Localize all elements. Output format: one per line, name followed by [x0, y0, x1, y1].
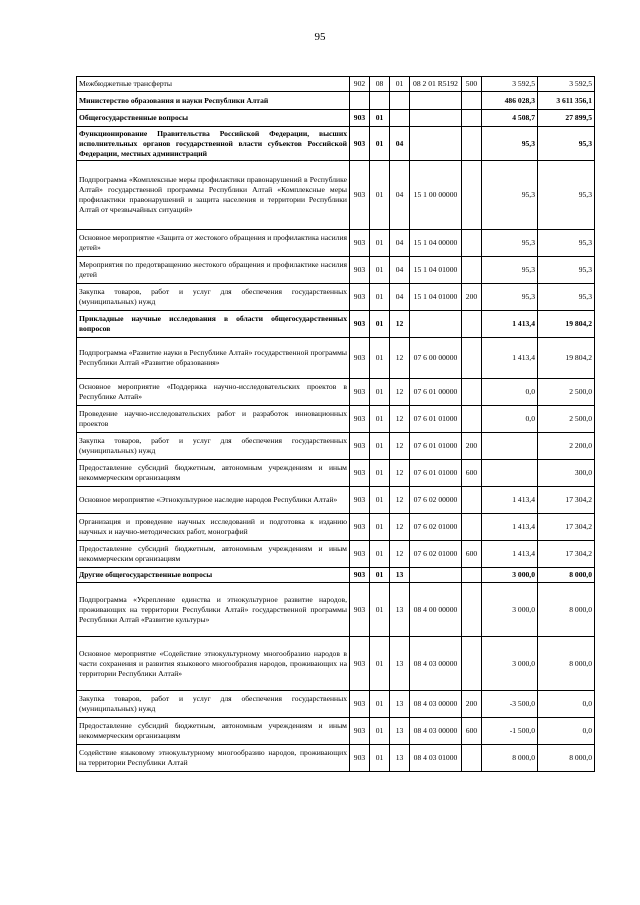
table-row: [77, 718, 595, 745]
row-expense-type-cell: [462, 406, 482, 433]
row-section-code-cell: 01: [370, 110, 390, 127]
row-ministry-code-cell: 903: [350, 691, 370, 718]
row-target-article-cell: 07 6 02 01000: [410, 541, 462, 568]
row-expense-type-cell: [462, 568, 482, 583]
row-expense-type-cell: [462, 110, 482, 127]
table-row: [77, 77, 595, 92]
row-name-cell: Содействие языковому этнокультурному многообразию народов, проживающих на территории Республики Алтай: [77, 745, 350, 772]
row-subsection-code-cell: 12: [390, 514, 410, 541]
row-target-article-cell: 15 1 04 01000: [410, 257, 462, 284]
table-row: [77, 583, 595, 637]
table-row: [77, 637, 595, 691]
row-amount-total-cell: 19 804,2: [538, 311, 595, 338]
row-target-article-cell: 07 6 01 00000: [410, 379, 462, 406]
row-ministry-code-cell: 903: [350, 338, 370, 379]
row-name-cell: Основное мероприятие «Защита от жестокого обращения и профилактика насилия детей»: [77, 230, 350, 257]
row-target-article-cell: 15 1 04 00000: [410, 230, 462, 257]
row-expense-type-cell: [462, 257, 482, 284]
row-expense-type-cell: [462, 487, 482, 514]
row-subsection-code-cell: 01: [390, 77, 410, 92]
row-ministry-code-cell: [350, 92, 370, 110]
row-target-article-cell: 08 4 03 00000: [410, 637, 462, 691]
row-subsection-code-cell: 04: [390, 284, 410, 311]
row-target-article-cell: 08 4 00 00000: [410, 583, 462, 637]
row-name-cell: Межбюджетные трансферты: [77, 77, 350, 92]
row-subsection-code-cell: 04: [390, 257, 410, 284]
row-section-code-cell: 01: [370, 257, 390, 284]
row-expense-type-cell: [462, 745, 482, 772]
row-subsection-code-cell: 12: [390, 311, 410, 338]
row-target-article-cell: 08 2 01 R5192: [410, 77, 462, 92]
row-amount-change-cell: 1 413,4: [482, 338, 538, 379]
row-amount-change-cell: -3 500,0: [482, 691, 538, 718]
row-name-cell: Проведение научно-исследовательских работ и разработок инновационных проектов: [77, 406, 350, 433]
table-row: [77, 745, 595, 772]
row-amount-total-cell: 2 500,0: [538, 379, 595, 406]
row-expense-type-cell: [462, 127, 482, 161]
row-expense-type-cell: 500: [462, 77, 482, 92]
row-subsection-code-cell: [390, 92, 410, 110]
row-amount-total-cell: 17 304,2: [538, 541, 595, 568]
row-amount-total-cell: 2 200,0: [538, 433, 595, 460]
row-target-article-cell: 07 6 01 01000: [410, 460, 462, 487]
row-target-article-cell: [410, 311, 462, 338]
row-amount-total-cell: 95,3: [538, 161, 595, 230]
table-row: [77, 487, 595, 514]
row-expense-type-cell: 200: [462, 284, 482, 311]
row-section-code-cell: 08: [370, 77, 390, 92]
row-amount-total-cell: 8 000,0: [538, 583, 595, 637]
row-amount-change-cell: 0,0: [482, 379, 538, 406]
table-row: [77, 406, 595, 433]
row-name-cell: Организация и проведение научных исследований и подготовка к изданию научных и научно-методических работ, монографий: [77, 514, 350, 541]
row-amount-total-cell: 8 000,0: [538, 568, 595, 583]
table-row: [77, 230, 595, 257]
row-section-code-cell: 01: [370, 284, 390, 311]
row-section-code-cell: 01: [370, 541, 390, 568]
row-ministry-code-cell: 903: [350, 745, 370, 772]
row-name-cell: Предоставление субсидий бюджетным, автономным учреждениям и иным некоммерческим организациям: [77, 718, 350, 745]
table-row: [77, 257, 595, 284]
row-amount-change-cell: 95,3: [482, 230, 538, 257]
row-target-article-cell: [410, 110, 462, 127]
row-ministry-code-cell: 903: [350, 568, 370, 583]
row-amount-total-cell: 8 000,0: [538, 637, 595, 691]
row-expense-type-cell: 200: [462, 433, 482, 460]
row-amount-total-cell: 0,0: [538, 691, 595, 718]
row-expense-type-cell: 600: [462, 460, 482, 487]
row-ministry-code-cell: 903: [350, 637, 370, 691]
table-row: [77, 691, 595, 718]
row-subsection-code-cell: 12: [390, 406, 410, 433]
table-row: [77, 379, 595, 406]
row-expense-type-cell: [462, 379, 482, 406]
row-subsection-code-cell: 13: [390, 637, 410, 691]
row-subsection-code-cell: 12: [390, 460, 410, 487]
row-ministry-code-cell: 903: [350, 460, 370, 487]
row-ministry-code-cell: 903: [350, 406, 370, 433]
row-subsection-code-cell: [390, 110, 410, 127]
row-amount-total-cell: 95,3: [538, 257, 595, 284]
row-amount-total-cell: 8 000,0: [538, 745, 595, 772]
row-amount-change-cell: 95,3: [482, 161, 538, 230]
row-amount-change-cell: 3 592,5: [482, 77, 538, 92]
row-name-cell: Основное мероприятие «Этнокультурное наследие народов Республики Алтай»: [77, 487, 350, 514]
row-section-code-cell: 01: [370, 460, 390, 487]
row-ministry-code-cell: 903: [350, 487, 370, 514]
row-section-code-cell: 01: [370, 487, 390, 514]
row-section-code-cell: 01: [370, 311, 390, 338]
row-name-cell: Прикладные научные исследования в области общегосударственных вопросов: [77, 311, 350, 338]
row-expense-type-cell: [462, 311, 482, 338]
row-name-cell: Основное мероприятие «Содействие этнокультурному многообразию народов в части сохранения и развития языкового многообразия народов, проживающих на территории Республики Алтай»: [77, 637, 350, 691]
row-section-code-cell: 01: [370, 379, 390, 406]
row-subsection-code-cell: 04: [390, 230, 410, 257]
row-subsection-code-cell: 12: [390, 541, 410, 568]
row-name-cell: Закупка товаров, работ и услуг для обеспечения государственных (муниципальных) нужд: [77, 691, 350, 718]
row-target-article-cell: 15 1 00 00000: [410, 161, 462, 230]
row-target-article-cell: [410, 92, 462, 110]
row-amount-change-cell: -1 500,0: [482, 718, 538, 745]
table-row: [77, 338, 595, 379]
row-target-article-cell: 07 6 02 00000: [410, 487, 462, 514]
row-amount-change-cell: 95,3: [482, 127, 538, 161]
row-amount-total-cell: 17 304,2: [538, 514, 595, 541]
row-name-cell: Закупка товаров, работ и услуг для обеспечения государственных (муниципальных) нужд: [77, 433, 350, 460]
row-target-article-cell: 07 6 02 01000: [410, 514, 462, 541]
row-ministry-code-cell: 903: [350, 583, 370, 637]
table-row: [77, 514, 595, 541]
row-name-cell: Основное мероприятие «Поддержка научно-исследовательских проектов в Республике Алтай»: [77, 379, 350, 406]
budget-table-body: [77, 77, 595, 772]
row-target-article-cell: 08 4 03 00000: [410, 718, 462, 745]
table-row: [77, 127, 595, 161]
row-name-cell: Министерство образования и науки Республики Алтай: [77, 92, 350, 110]
row-name-cell: Мероприятия по предотвращению жестокого обращения и профилактике насилия детей: [77, 257, 350, 284]
row-ministry-code-cell: 903: [350, 379, 370, 406]
row-amount-total-cell: 300,0: [538, 460, 595, 487]
table-row: [77, 460, 595, 487]
row-expense-type-cell: [462, 637, 482, 691]
row-section-code-cell: 01: [370, 691, 390, 718]
row-ministry-code-cell: 903: [350, 284, 370, 311]
row-amount-total-cell: 95,3: [538, 230, 595, 257]
row-expense-type-cell: [462, 583, 482, 637]
row-ministry-code-cell: 903: [350, 514, 370, 541]
row-subsection-code-cell: 13: [390, 718, 410, 745]
row-target-article-cell: 07 6 01 01000: [410, 433, 462, 460]
row-section-code-cell: 01: [370, 568, 390, 583]
row-expense-type-cell: [462, 338, 482, 379]
row-amount-change-cell: 4 508,7: [482, 110, 538, 127]
row-section-code-cell: 01: [370, 745, 390, 772]
row-expense-type-cell: [462, 92, 482, 110]
row-expense-type-cell: 600: [462, 718, 482, 745]
row-target-article-cell: 08 4 03 00000: [410, 691, 462, 718]
row-subsection-code-cell: 04: [390, 127, 410, 161]
row-amount-change-cell: 1 413,4: [482, 514, 538, 541]
row-name-cell: Предоставление субсидий бюджетным, автономным учреждениям и иным некоммерческим организациям: [77, 460, 350, 487]
budget-table: [76, 76, 595, 772]
row-amount-change-cell: [482, 460, 538, 487]
row-section-code-cell: 01: [370, 161, 390, 230]
page-number: 95: [314, 31, 326, 43]
row-name-cell: Другие общегосударственные вопросы: [77, 568, 350, 583]
row-ministry-code-cell: 903: [350, 257, 370, 284]
row-amount-total-cell: 0,0: [538, 718, 595, 745]
row-section-code-cell: 01: [370, 583, 390, 637]
row-section-code-cell: 01: [370, 637, 390, 691]
table-row: [77, 161, 595, 230]
row-ministry-code-cell: 903: [350, 230, 370, 257]
row-expense-type-cell: [462, 514, 482, 541]
row-amount-total-cell: 17 304,2: [538, 487, 595, 514]
row-ministry-code-cell: 903: [350, 433, 370, 460]
table-row: [77, 541, 595, 568]
row-name-cell: Подпрограмма «Развитие науки в Республике Алтай» государственной программы Республики Алтай «Развитие образования»: [77, 338, 350, 379]
row-ministry-code-cell: 902: [350, 77, 370, 92]
row-subsection-code-cell: 12: [390, 379, 410, 406]
row-amount-change-cell: 0,0: [482, 406, 538, 433]
table-row: [77, 92, 595, 110]
row-ministry-code-cell: 903: [350, 110, 370, 127]
row-amount-total-cell: 3 611 356,1: [538, 92, 595, 110]
row-subsection-code-cell: 04: [390, 161, 410, 230]
row-amount-change-cell: 8 000,0: [482, 745, 538, 772]
row-subsection-code-cell: 13: [390, 691, 410, 718]
row-expense-type-cell: 200: [462, 691, 482, 718]
row-amount-total-cell: 95,3: [538, 127, 595, 161]
row-name-cell: Функционирование Правительства Российской Федерации, высших исполнительных органов государственной власти субъектов Российской Федерации, местных администраций: [77, 127, 350, 161]
row-amount-total-cell: 2 500,0: [538, 406, 595, 433]
row-amount-change-cell: 486 028,3: [482, 92, 538, 110]
row-amount-total-cell: 27 899,5: [538, 110, 595, 127]
row-amount-change-cell: 1 413,4: [482, 311, 538, 338]
row-ministry-code-cell: 903: [350, 541, 370, 568]
row-amount-change-cell: 3 000,0: [482, 637, 538, 691]
row-section-code-cell: 01: [370, 514, 390, 541]
row-target-article-cell: 15 1 04 01000: [410, 284, 462, 311]
row-target-article-cell: 08 4 03 01000: [410, 745, 462, 772]
row-amount-total-cell: 3 592,5: [538, 77, 595, 92]
row-expense-type-cell: 600: [462, 541, 482, 568]
row-subsection-code-cell: 13: [390, 568, 410, 583]
row-subsection-code-cell: 12: [390, 487, 410, 514]
row-amount-change-cell: 95,3: [482, 284, 538, 311]
row-subsection-code-cell: 12: [390, 338, 410, 379]
row-section-code-cell: 01: [370, 433, 390, 460]
table-row: [77, 110, 595, 127]
table-row: [77, 284, 595, 311]
row-section-code-cell: 01: [370, 338, 390, 379]
row-amount-change-cell: 1 413,4: [482, 487, 538, 514]
row-subsection-code-cell: 13: [390, 583, 410, 637]
row-name-cell: Общегосударственные вопросы: [77, 110, 350, 127]
row-target-article-cell: [410, 127, 462, 161]
row-section-code-cell: 01: [370, 718, 390, 745]
row-amount-change-cell: [482, 433, 538, 460]
row-ministry-code-cell: 903: [350, 718, 370, 745]
table-row: [77, 433, 595, 460]
table-row: [77, 311, 595, 338]
row-amount-total-cell: 19 804,2: [538, 338, 595, 379]
row-ministry-code-cell: 903: [350, 161, 370, 230]
row-target-article-cell: 07 6 00 00000: [410, 338, 462, 379]
row-expense-type-cell: [462, 161, 482, 230]
row-target-article-cell: [410, 568, 462, 583]
row-amount-change-cell: 3 000,0: [482, 568, 538, 583]
row-section-code-cell: 01: [370, 230, 390, 257]
row-name-cell: Закупка товаров, работ и услуг для обеспечения государственных (муниципальных) нужд: [77, 284, 350, 311]
row-name-cell: Предоставление субсидий бюджетным, автономным учреждениям и иным некоммерческим организациям: [77, 541, 350, 568]
row-amount-change-cell: 1 413,4: [482, 541, 538, 568]
row-name-cell: Подпрограмма «Комплексные меры профилактики правонарушений в Республике Алтай» государственной программы Республики Алтай «Комплексные меры профилактики правонарушений и защита населения и территории Республики Алтай от чрезвычайных ситуаций»: [77, 161, 350, 230]
row-amount-total-cell: 95,3: [538, 284, 595, 311]
row-ministry-code-cell: 903: [350, 127, 370, 161]
row-name-cell: Подпрограмма «Укрепление единства и этнокультурное развитие народов, проживающих на территории Республики Алтай» государственной программы Республики Алтай «Развитие культуры»: [77, 583, 350, 637]
row-target-article-cell: 07 6 01 01000: [410, 406, 462, 433]
row-expense-type-cell: [462, 230, 482, 257]
row-amount-change-cell: 95,3: [482, 257, 538, 284]
row-section-code-cell: 01: [370, 406, 390, 433]
row-ministry-code-cell: 903: [350, 311, 370, 338]
row-subsection-code-cell: 13: [390, 745, 410, 772]
table-row: [77, 568, 595, 583]
row-amount-change-cell: 3 000,0: [482, 583, 538, 637]
row-section-code-cell: [370, 92, 390, 110]
row-section-code-cell: 01: [370, 127, 390, 161]
row-subsection-code-cell: 12: [390, 433, 410, 460]
